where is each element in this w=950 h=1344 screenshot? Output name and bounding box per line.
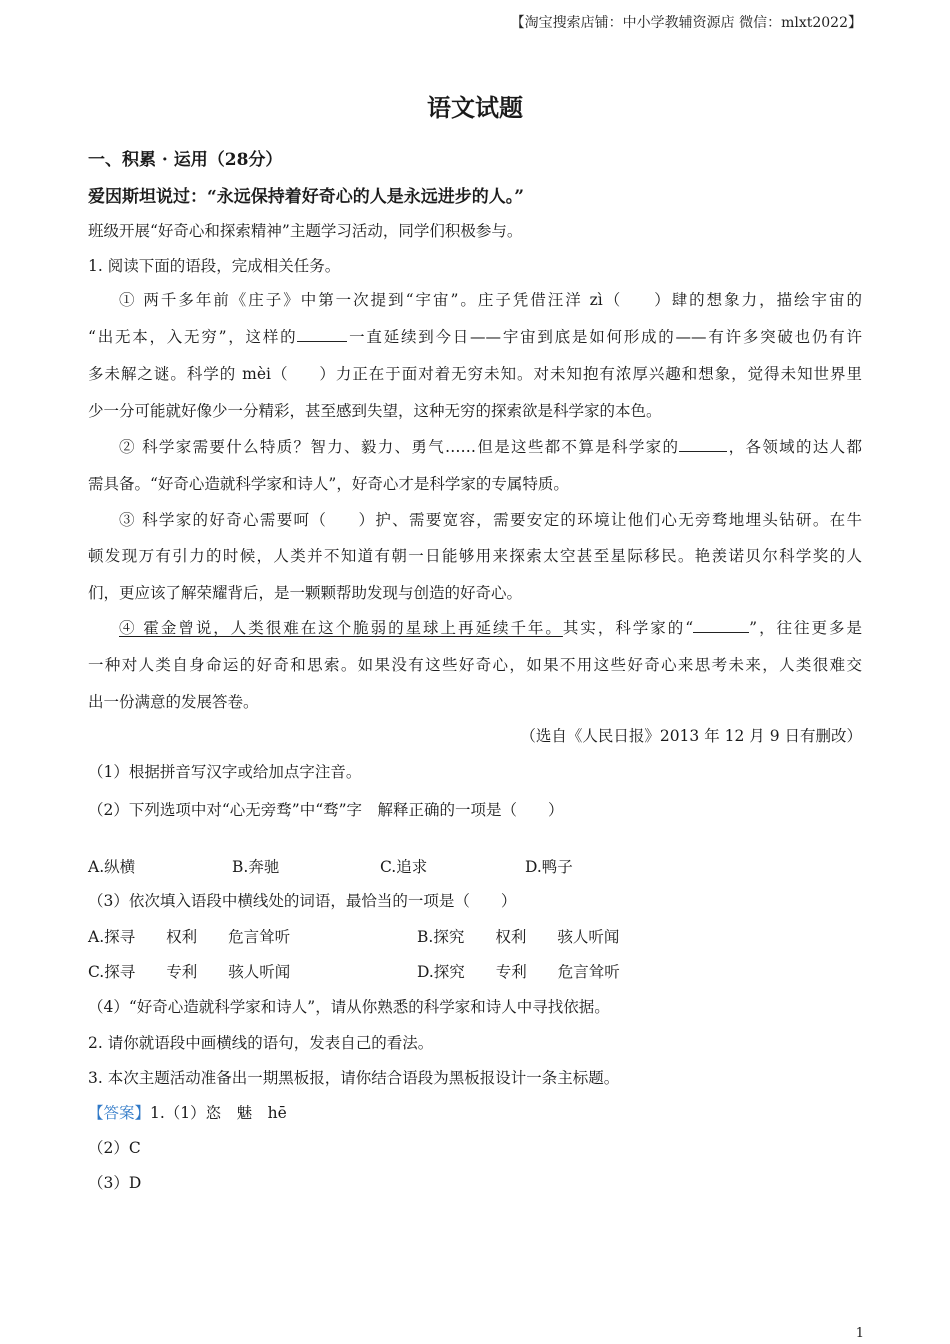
passage-text: ）力正在于面对着无穷未知。对未知抱有浓厚兴趣和想象，觉得未知世界里 (318, 365, 862, 383)
option-a: A.纵横 (88, 858, 136, 876)
passage-line: 出一份满意的发展答卷。 (88, 693, 259, 711)
sub-question-1: （1）根据拼音写汉字或给加点字注音。 (88, 763, 362, 781)
header-note: 【淘宝搜索店铺：中小学教辅资源店 微信：mlxt2022】 (510, 15, 862, 31)
answer-line: （2）C (88, 1139, 141, 1157)
fill-blank (297, 326, 347, 343)
passage-source: （选自《人民日报》2013 年 12 月 9 日有删改） (520, 727, 862, 745)
passage-line (88, 362, 862, 384)
passage-text: ）护、需要宽容，需要安定的环境让他们心无旁骛地埋头钻研。在牛 (357, 511, 862, 529)
option-b: B.奔驰 (232, 858, 280, 876)
option-c: C.追求 (380, 858, 428, 876)
passage-text: “出无本，入无穷”，这样的 (88, 328, 298, 346)
option-d: D.探究 专利 危言耸听 (417, 963, 620, 981)
option-b: B.探究 权利 骇人听闻 (417, 928, 620, 946)
passage-text: ③ 科学家的好奇心需要呵（ (119, 511, 328, 529)
answer-text: 1.（1）恣 魅 hē (150, 1104, 287, 1122)
passage-text: ① 两千多年前《庄子》中第一次提到“宇宙”。庄子凭借汪洋 zì（ (119, 291, 623, 309)
sub-question-2: （2）下列选项中对“心无旁骛”中“骛”字 解释正确的一项是（ ） (88, 801, 564, 819)
passage-line: 少一分可能就好像少一分精彩，甚至感到失望，这种无穷的探索欲是科学家的本色。 (88, 402, 662, 420)
intro-line: 班级开展“好奇心和探索精神”主题学习活动，同学们积极参与。 (88, 222, 523, 240)
passage-line: 顿发现万有引力的时候，人类并不知道有朝一日能够用来探索太空甚至星际移民。艳羡诺贝尔科学奖的人 (88, 547, 862, 565)
quote-line: 爱因斯坦说过：“永远保持着好奇心的人是永远进步的人。” (88, 187, 525, 207)
question-2: 2. 请你就语段中画横线的语句，发表自己的看法。 (88, 1034, 434, 1052)
page-number: 1 (855, 1326, 864, 1341)
answer-line: （3）D (88, 1174, 142, 1192)
passage-line (88, 288, 862, 310)
fill-blank (679, 436, 727, 453)
passage-text: 一直延续到今日——宇宙到底是如何形成的——有许多突破也仍有许 (347, 328, 862, 346)
passage-text: ”，往往更多是 (749, 619, 862, 637)
underlined-sentence: ④ 霍金曾说，人类很难在这个脆弱的星球上再延续千年。 (119, 619, 563, 637)
question-1-stem: 1. 阅读下面的语段，完成相关任务。 (88, 257, 341, 275)
passage-line (88, 435, 862, 457)
sub-question-4: （4）“好奇心造就科学家和诗人”，请从你熟悉的科学家和诗人中寻找依据。 (88, 998, 610, 1016)
page-title: 语文试题 (427, 93, 523, 122)
passage-line: 一种对人类自身命运的好奇和思索。如果没有这些好奇心，如果不用这些好奇心来思考未来，人类很难交 (88, 656, 862, 674)
answer-tag: 【答案】 (88, 1104, 151, 1122)
passage-line (88, 616, 862, 638)
passage-line: 们，更应该了解荣耀背后，是一颗颗帮助发现与创造的好奇心。 (88, 584, 523, 602)
sub-question-3: （3）依次填入语段中横线处的词语，最恰当的一项是（ ） (88, 892, 517, 910)
passage-text: 多未解之谜。科学的 mèi（ (88, 365, 289, 383)
passage-text: ② 科学家需要什么特质？智力、毅力、勇气……但是这些都不算是科学家的 (119, 438, 680, 456)
option-a: A.探寻 权利 危言耸听 (88, 928, 291, 946)
answer-line (88, 1101, 862, 1123)
passage-line: 需具备。“好奇心造就科学家和诗人”，好奇心才是科学家的专属特质。 (88, 475, 569, 493)
passage-text: ）肆的想象力，描绘宇宙的 (652, 291, 862, 309)
question-3: 3. 本次主题活动准备出一期黑板报，请你结合语段为黑板报设计一条主标题。 (88, 1069, 620, 1087)
fill-blank (693, 617, 749, 634)
passage-text: ，各领域的达人都 (727, 438, 862, 456)
passage-line (88, 508, 862, 530)
option-c: C.探寻 专利 骇人听闻 (88, 963, 291, 981)
section-heading: 一、积累 · 运用（28分） (88, 150, 283, 170)
passage-line (88, 325, 862, 347)
passage-text: 其实，科学家的“ (562, 619, 694, 637)
option-d: D.鸭子 (525, 858, 573, 876)
